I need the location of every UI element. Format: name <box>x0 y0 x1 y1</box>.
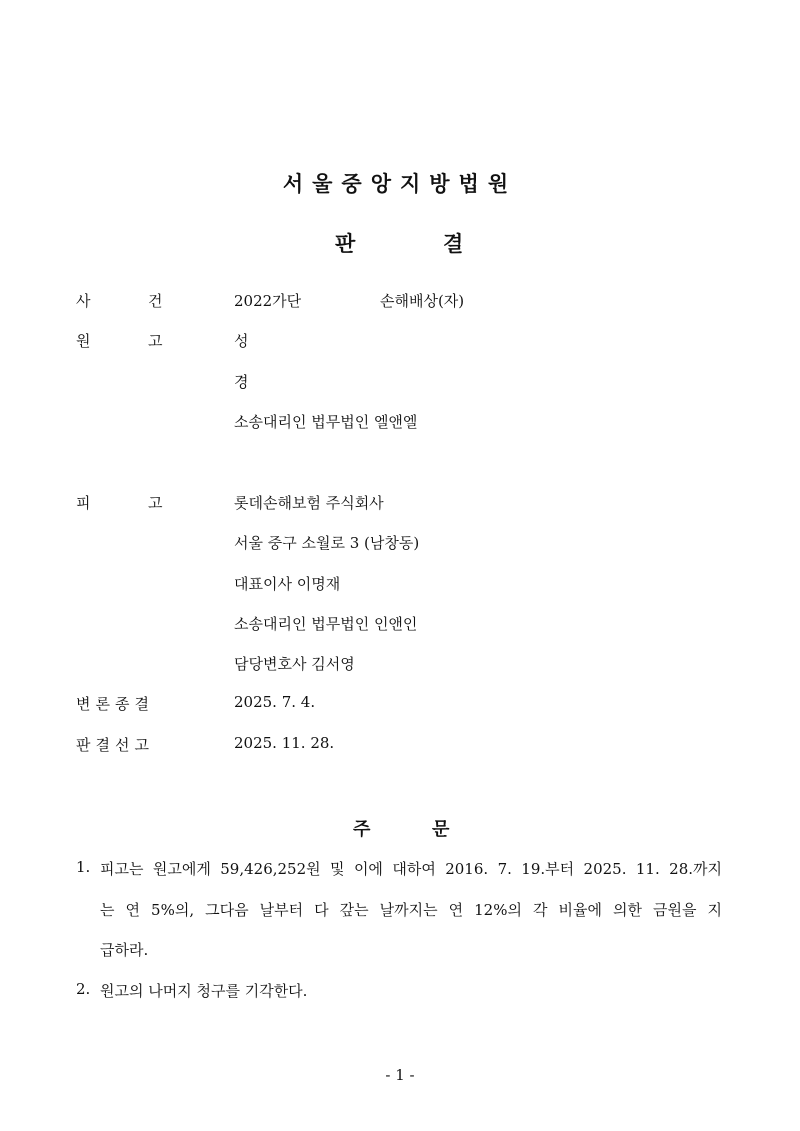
case-label-second: 건 <box>148 292 163 310</box>
defendant-representative: 대표이사 이명재 <box>234 575 341 593</box>
plaintiff-row <box>0 330 800 354</box>
court-name: 서울중앙지방법원 <box>282 172 518 196</box>
order-item-2-text: 원고의 나머지 청구를 기각한다. <box>100 982 308 1000</box>
order-item-1-line-2: 는 연 5%의, 그다음 날부터 다 갚는 날까지는 연 12%의 각 비율에 의한 금원을 지 <box>100 901 722 919</box>
judgment-date-label: 판결선고 <box>76 736 154 754</box>
judgment-date-row <box>0 734 800 758</box>
defendant-attorney: 소송대리인 법무법인 인앤인 <box>234 615 418 633</box>
case-number: 2022가단 <box>234 292 302 310</box>
case-label-first: 사 <box>76 292 91 310</box>
document-title-first-char: 판 <box>335 232 356 256</box>
document-title-second-char: 결 <box>443 232 464 256</box>
order-title-first-char: 주 <box>353 819 371 840</box>
defendant-address: 서울 중구 소월로 3 (남창동) <box>234 534 420 552</box>
plaintiff-label-first: 원 <box>76 332 91 350</box>
defendant-row <box>0 532 800 556</box>
defendant-label-second: 고 <box>148 494 163 512</box>
defendant-row <box>0 492 800 516</box>
closing-argument-label: 변론종결 <box>76 695 154 713</box>
defendant-label-first: 피 <box>76 494 91 512</box>
judgment-date: 2025. 11. 28. <box>234 734 335 752</box>
defendant-name: 롯데손해보험 주식회사 <box>234 494 384 512</box>
plaintiff-row <box>0 411 800 435</box>
plaintiff-label-second: 고 <box>148 332 163 350</box>
plaintiff-row <box>0 371 800 395</box>
order-item-1-line-1: 피고는 원고에게 59,426,252원 및 이에 대하여 2016. 7. 19.부터 2025. 11. 28.까지 <box>100 860 722 878</box>
order-title-second-char: 문 <box>432 819 450 840</box>
page-number: - 1 - <box>385 1066 415 1084</box>
closing-argument-date: 2025. 7. 4. <box>234 693 316 711</box>
closing-argument-row <box>0 693 800 717</box>
defendant-lawyer-in-charge: 담당변호사 김서영 <box>234 655 355 673</box>
case-row <box>0 290 800 314</box>
defendant-row <box>0 573 800 597</box>
defendant-row <box>0 653 800 677</box>
plaintiff-attorney: 소송대리인 법무법인 엘앤엘 <box>234 413 418 431</box>
plaintiff-name-1: 성 <box>234 332 249 350</box>
order-item-1-number: 1. <box>76 858 91 876</box>
defendant-row <box>0 613 800 637</box>
case-name: 손해배상(자) <box>380 292 465 310</box>
plaintiff-name-2: 경 <box>234 373 249 391</box>
order-item-1-line-3: 급하라. <box>100 941 149 959</box>
order-item-2-number: 2. <box>76 980 91 998</box>
